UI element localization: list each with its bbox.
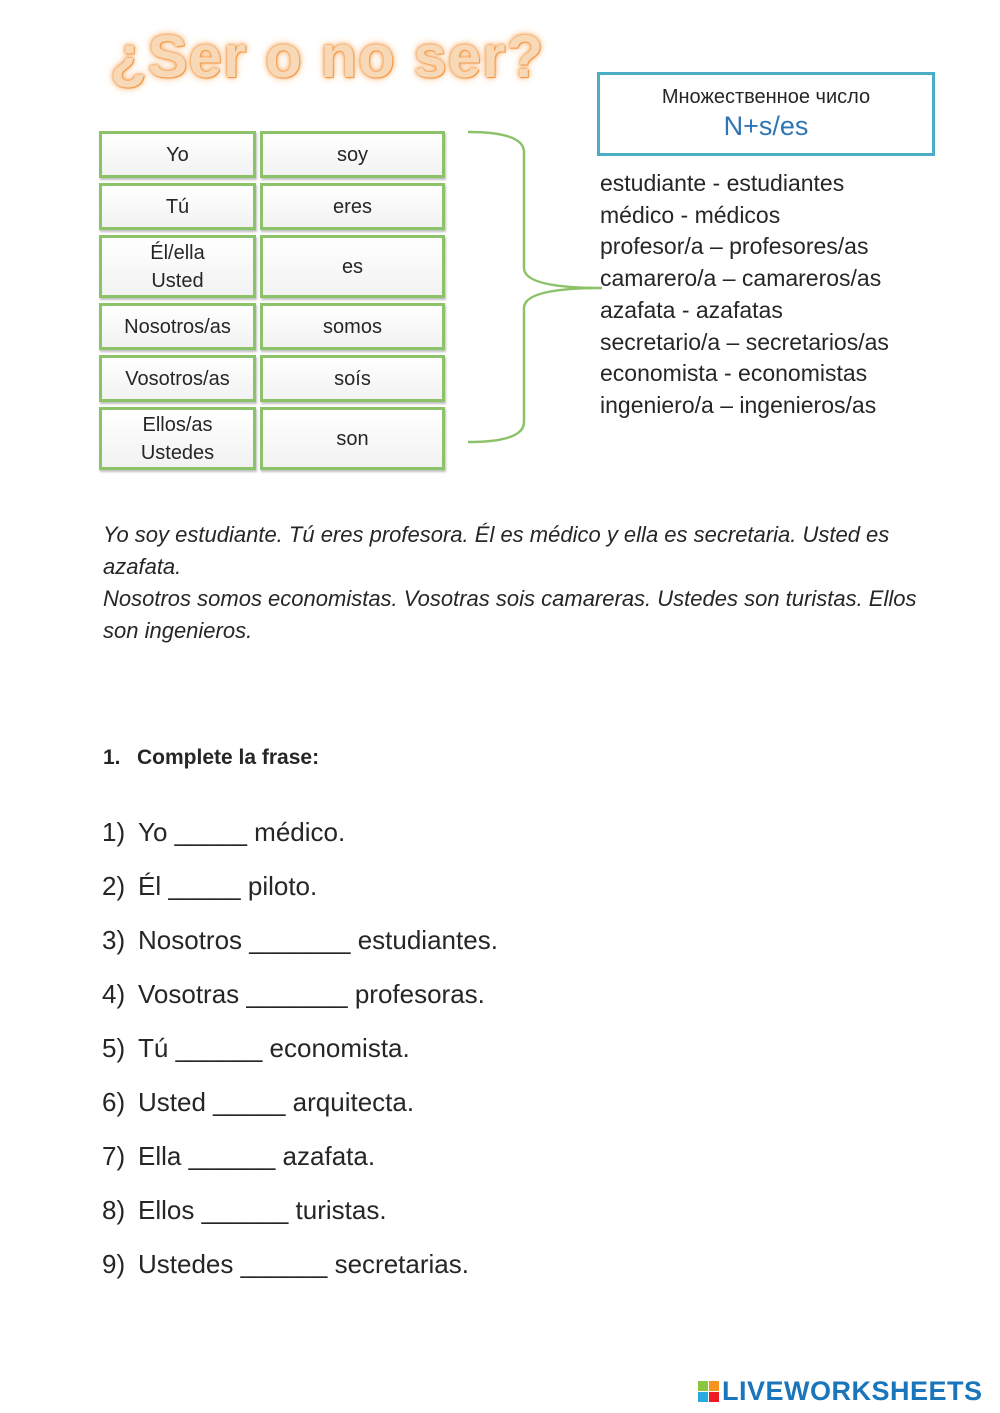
pronoun-cell: Nosotros/as: [99, 303, 256, 350]
item-number: 5): [102, 1033, 126, 1063]
verb-cell: eres: [260, 183, 445, 230]
pronoun-cell: Vosotros/as: [99, 355, 256, 402]
exercise-item[interactable]: [102, 1190, 498, 1244]
item-text: Yo _____ médico.: [138, 817, 346, 847]
conjugation-row: [99, 235, 445, 298]
plural-rule-formula: N+s/es: [723, 111, 809, 141]
page-title: ¿Ser o no ser?: [110, 23, 545, 90]
item-text: Nosotros _______ estudiantes.: [138, 925, 498, 955]
conjugation-row: [99, 407, 445, 470]
liveworksheets-logo[interactable]: [698, 1376, 983, 1407]
verb-cell: son: [260, 407, 445, 470]
exercise-item[interactable]: [102, 1136, 498, 1190]
curly-bracket-icon: [462, 130, 602, 450]
exercise-item[interactable]: [102, 866, 498, 920]
list-item: camarero/a – camareros/as: [600, 265, 882, 292]
pronoun-cell: Yo: [99, 131, 256, 178]
plural-examples-list: [600, 168, 889, 422]
list-item: azafata - azafatas: [600, 296, 783, 323]
conjugation-row: [99, 355, 445, 402]
item-text: Ella ______ azafata.: [138, 1141, 376, 1171]
list-item: médico - médicos: [600, 201, 781, 228]
exercise-item[interactable]: [102, 1082, 498, 1136]
exercise-item[interactable]: [102, 1028, 498, 1082]
pronoun-cell: Él/ella Usted: [99, 235, 256, 298]
exercise-list: [102, 812, 498, 1298]
example-paragraph: Yo soy estudiante. Tú eres profesora. Él es médico y ella es secretaria. Usted es azafata.: [103, 522, 890, 579]
exercise-item[interactable]: [102, 812, 498, 866]
plural-rule-box: [597, 72, 935, 156]
exercise-item[interactable]: [102, 920, 498, 974]
item-number: 3): [102, 925, 126, 955]
plural-rule-label: Множественное число: [661, 86, 871, 108]
list-item: secretario/a – secretarios/as: [600, 328, 889, 355]
verb-cell: somos: [260, 303, 445, 350]
logo-mark-icon: [698, 1381, 719, 1402]
item-number: 2): [102, 871, 126, 901]
pronoun-cell: Tú: [99, 183, 256, 230]
item-text: Usted _____ arquitecta.: [138, 1087, 415, 1117]
conjugation-table: [99, 131, 445, 475]
item-text: Tú ______ economista.: [138, 1033, 410, 1063]
example-sentences: [103, 519, 953, 647]
item-number: 7): [102, 1141, 126, 1171]
item-text: Ustedes ______ secretarias.: [138, 1249, 469, 1279]
item-number: 4): [102, 979, 126, 1009]
item-text: Ellos ______ turistas.: [138, 1195, 387, 1225]
item-text: Él _____ piloto.: [138, 871, 318, 901]
conjugation-row: [99, 303, 445, 350]
example-paragraph: Nosotros somos economistas. Vosotras sois camareras. Ustedes son turistas. Ellos son ingenieros.: [103, 586, 917, 643]
verb-cell: es: [260, 235, 445, 298]
exercise-title: Complete la frase:: [137, 746, 320, 769]
logo-text: LIVEWORKSHEETS: [722, 1376, 983, 1406]
item-number: 6): [102, 1087, 126, 1117]
item-number: 8): [102, 1195, 126, 1225]
list-item: economista - economistas: [600, 360, 868, 387]
list-item: profesor/a – profesores/as: [600, 233, 869, 260]
item-text: Vosotras _______ profesoras.: [138, 979, 485, 1009]
conjugation-row: [99, 183, 445, 230]
exercise-item[interactable]: [102, 974, 498, 1028]
list-item: ingeniero/a – ingenieros/as: [600, 391, 877, 418]
item-number: 1): [102, 817, 126, 847]
pronoun-cell: Ellos/as Ustedes: [99, 407, 256, 470]
item-number: 9): [102, 1249, 126, 1279]
list-item: estudiante - estudiantes: [600, 170, 845, 196]
conjugation-row: [99, 131, 445, 178]
verb-cell: soís: [260, 355, 445, 402]
exercise-number: 1.: [103, 746, 121, 769]
exercise-item[interactable]: [102, 1244, 498, 1298]
exercise-heading: [103, 746, 319, 770]
verb-cell: soy: [260, 131, 445, 178]
